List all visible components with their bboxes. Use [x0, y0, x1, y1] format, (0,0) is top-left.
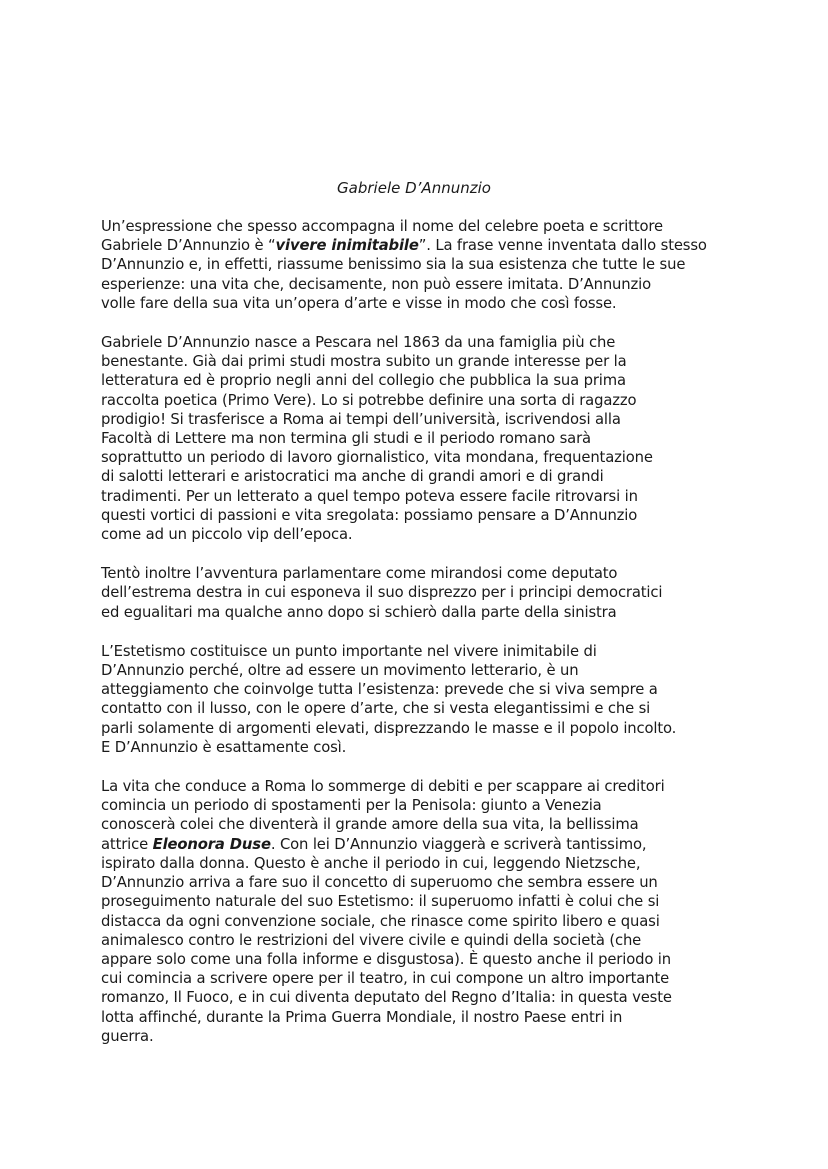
text-line: Un’espressione che spesso accompagna il nome del celebre poeta e scrittore — [101, 218, 663, 235]
text-line: La vita che conduce a Roma lo sommerge di debiti e per scappare ai creditori — [101, 778, 665, 796]
text-line: prodigio! Si trasferisce a Roma ai tempi dell’università, iscrivendosi alla — [101, 410, 621, 428]
text-line: volle fare della sua vita un’opera d’arte e visse in modo che così fosse. — [101, 294, 617, 312]
text-line: E D’Annunzio è esattamente così. — [101, 738, 347, 756]
emphasis-vivere-inimitabile: vivere inimitabile — [275, 237, 419, 255]
text-line: conoscerà colei che diventerà il grande amore della sua vita, la bellissima — [101, 816, 639, 834]
text-line: D’Annunzio e, in effetti, riassume benissimo sia la sua esistenza che tutte le sue — [101, 256, 686, 274]
paragraph-superuomo — [101, 777, 741, 1046]
text-line: L’Estetismo costituisce un punto importante nel vivere inimitabile di — [101, 642, 597, 660]
text-line: cui comincia a scrivere opere per il teatro, in cui compone un altro importante — [101, 970, 670, 988]
text-line: raccolta poetica (Primo Vere). Lo si potrebbe definire una sorta di ragazzo — [101, 391, 637, 409]
text-line: come ad un piccolo vip dell’epoca. — [101, 526, 353, 544]
text-line: comincia un periodo di spostamenti per la Penisola: giunto a Venezia — [101, 797, 602, 815]
paragraph-biography — [101, 333, 741, 544]
paragraph-estetismo — [101, 642, 741, 757]
text-line: Gabriele D’Annunzio nasce a Pescara nel 1863 da una famiglia più che — [101, 334, 616, 352]
text-line: parli solamente di argomenti elevati, disprezzando le masse e il popolo incolto. — [101, 719, 677, 737]
text-line: dell’estrema destra in cui esponeva il suo disprezzo per i principi democratici — [101, 584, 663, 602]
text-line: benestante. Già dai primi studi mostra subito un grande interesse per la — [101, 353, 627, 371]
emphasis-eleonora-duse: Eleonora Duse — [152, 835, 271, 853]
text-line: Facoltà di Lettere ma non termina gli studi e il periodo romano sarà — [101, 430, 591, 448]
text-line: animalesco contro le restrizioni del vivere civile e quindi della società (che — [101, 931, 642, 949]
text-line: distacca da ogni convenzione sociale, che rinasce come spirito libero e quasi — [101, 912, 660, 930]
document-body — [101, 217, 741, 1066]
text-line: tradimenti. Per un letterato a quel tempo poteva essere facile ritrovarsi in — [101, 487, 638, 505]
text-line: Tentò inoltre l’avventura parlamentare come mirandosi come deputato — [101, 565, 618, 583]
text-line: letteratura ed è proprio negli anni del collegio che pubblica la sua prima — [101, 372, 626, 390]
text-line: attrice Eleonora Duse. Con lei D’Annunzio viaggerà e scriverà tantissimo, — [101, 835, 647, 853]
paragraph-politics — [101, 564, 741, 622]
text-line: guerra. — [101, 1027, 154, 1045]
document-title: Gabriele D’Annunzio — [337, 179, 491, 197]
text-line: ispirato dalla donna. Questo è anche il periodo in cui, leggendo Nietzsche, — [101, 854, 641, 872]
text-line: appare solo come una folla informe e disgustosa). È questo anche il periodo in — [101, 950, 671, 968]
text-line: esperienze: una vita che, decisamente, non può essere imitata. D’Annunzio — [101, 275, 651, 293]
text-line: lotta affinché, durante la Prima Guerra Mondiale, il nostro Paese entri in — [101, 1008, 623, 1026]
text-line: D’Annunzio arriva a fare suo il concetto di superuomo che sembra essere un — [101, 874, 658, 892]
text-line: questi vortici di passioni e vita sregolata: possiamo pensare a D’Annunzio — [101, 506, 638, 524]
text-line: soprattutto un periodo di lavoro giornalistico, vita mondana, frequentazione — [101, 449, 653, 467]
text-line: romanzo, Il Fuoco, e in cui diventa deputato del Regno d’Italia: in questa veste — [101, 989, 672, 1007]
text-line: D’Annunzio perché, oltre ad essere un movimento letterario, è un — [101, 662, 579, 680]
text-line: proseguimento naturale del suo Estetismo: il superuomo infatti è colui che si — [101, 893, 660, 911]
text-line: atteggiamento che coinvolge tutta l’esistenza: prevede che si viva sempre a — [101, 681, 658, 699]
text-line: Gabriele D’Annunzio è “vivere inimitabile”. La frase venne inventata dallo stesso — [101, 237, 707, 255]
text-line: ed egualitari ma qualche anno dopo si schierò dalla parte della sinistra — [101, 603, 617, 621]
text-line: di salotti letterari e aristocratici ma anche di grandi amori e di grandi — [101, 468, 604, 486]
text-line: contatto con il lusso, con le opere d’arte, che si vesta elegantissimi e che si — [101, 700, 651, 718]
paragraph-intro — [101, 217, 741, 313]
